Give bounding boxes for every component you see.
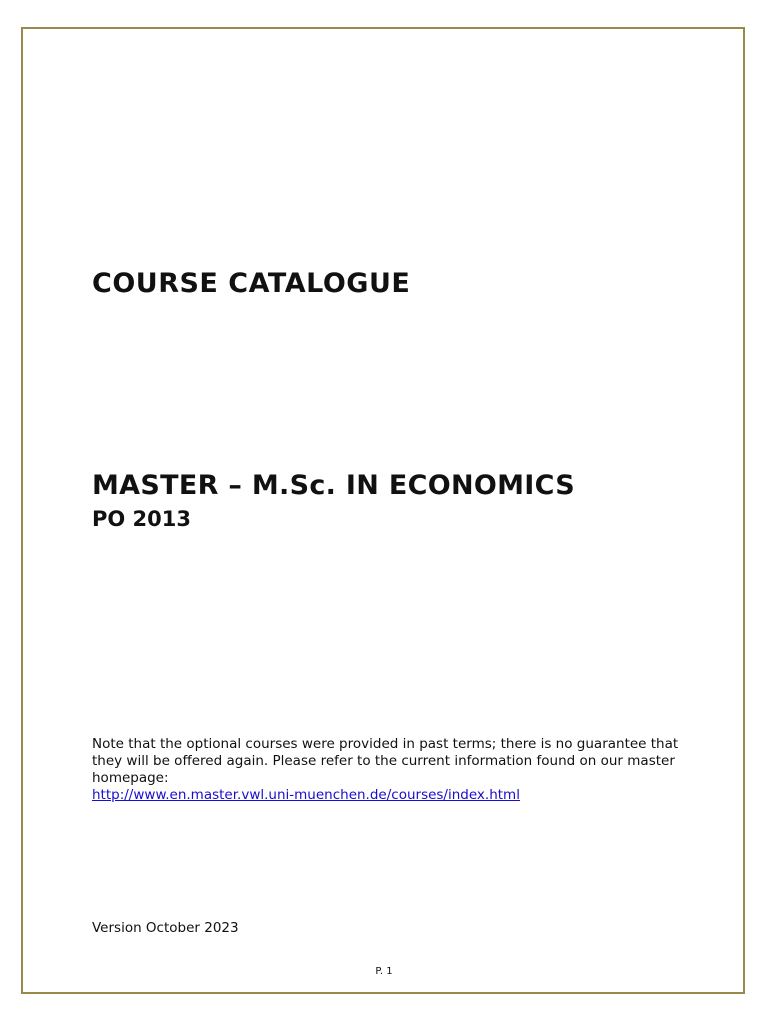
note-text: Note that the optional courses were provided in past terms; there is no guarantee that they will be offered again. Please refer to the current information found on our master homepage: (92, 736, 679, 786)
document-title: COURSE CATALOGUE (92, 268, 411, 299)
homepage-link[interactable]: http://www.en.master.vwl.uni-muenchen.de/courses/index.html (92, 787, 520, 803)
version-label: Version October 2023 (92, 920, 239, 936)
po-version: PO 2013 (92, 507, 192, 531)
note-paragraph (92, 736, 682, 804)
page-number: P. 1 (375, 966, 393, 977)
degree-title: MASTER – M.Sc. IN ECONOMICS (92, 470, 575, 501)
